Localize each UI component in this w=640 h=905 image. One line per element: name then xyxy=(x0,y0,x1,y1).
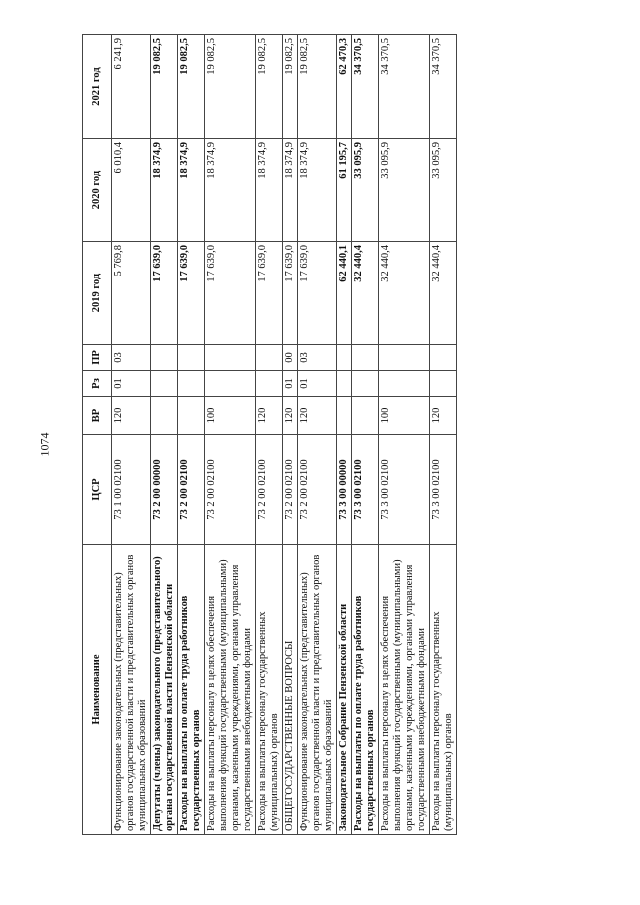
cell-2021: 6 241,9 xyxy=(112,35,151,139)
cell-2020: 18 374,9 xyxy=(256,139,283,242)
cell-2019: 5 769,8 xyxy=(112,242,151,345)
cell-pr: 03 xyxy=(298,345,337,371)
table-row xyxy=(352,35,379,835)
cell-rz: 01 xyxy=(112,371,151,397)
cell-2019: 17 639,0 xyxy=(283,242,298,345)
cell-2019: 62 440,1 xyxy=(337,242,352,345)
cell-rz xyxy=(352,371,379,397)
cell-2020: 6 010,4 xyxy=(112,139,151,242)
cell-pr xyxy=(337,345,352,371)
cell-2020: 18 374,9 xyxy=(298,139,337,242)
cell-csr: 73 2 00 02100 xyxy=(298,435,337,545)
cell-vr xyxy=(337,397,352,435)
cell-csr: 73 2 00 02100 xyxy=(256,435,283,545)
cell-2021: 34 370,5 xyxy=(352,35,379,139)
cell-vr: 100 xyxy=(379,397,430,435)
page-number: 1074 xyxy=(37,432,52,457)
table-row xyxy=(298,35,337,835)
cell-rz xyxy=(256,371,283,397)
table-row xyxy=(379,35,430,835)
table-row xyxy=(178,35,205,835)
col-header-name: Наименование xyxy=(83,545,112,835)
cell-pr xyxy=(379,345,430,371)
cell-2020: 61 195,7 xyxy=(337,139,352,242)
cell-name: Депутаты (члены) законодательного (представительного) органа государственной власти Пензенской области xyxy=(151,545,178,835)
table-row xyxy=(430,35,457,835)
cell-name: Законодательное Собрание Пензенской области xyxy=(337,545,352,835)
cell-2021: 19 082,5 xyxy=(283,35,298,139)
cell-2021: 19 082,5 xyxy=(298,35,337,139)
cell-vr: 120 xyxy=(283,397,298,435)
col-header-2020: 2020 год xyxy=(83,139,112,242)
cell-vr: 120 xyxy=(430,397,457,435)
cell-name: Расходы на выплаты персоналу в целях обеспечения выполнения функций государственными (муниципальными) органами, казенными учреждениями, органами управления государственными внебюджетными фондами xyxy=(379,545,430,835)
cell-2021: 62 470,3 xyxy=(337,35,352,139)
cell-rz xyxy=(178,371,205,397)
cell-vr: 100 xyxy=(205,397,256,435)
cell-2020: 18 374,9 xyxy=(178,139,205,242)
cell-name: Расходы на выплаты по оплате труда работников государственных органов xyxy=(178,545,205,835)
cell-pr xyxy=(352,345,379,371)
cell-2021: 34 370,5 xyxy=(379,35,430,139)
cell-vr: 120 xyxy=(112,397,151,435)
cell-name: ОБЩЕГОСУДАРСТВЕННЫЕ ВОПРОСЫ xyxy=(283,545,298,835)
cell-2020: 18 374,9 xyxy=(205,139,256,242)
cell-vr xyxy=(178,397,205,435)
cell-pr xyxy=(151,345,178,371)
cell-name: Функционирование законодательных (представительных) органов государственной власти и представительных органов муниципальных образований xyxy=(298,545,337,835)
cell-pr xyxy=(256,345,283,371)
cell-rz xyxy=(379,371,430,397)
cell-2020: 18 374,9 xyxy=(283,139,298,242)
cell-csr: 73 3 00 02100 xyxy=(430,435,457,545)
cell-csr: 73 3 00 00000 xyxy=(337,435,352,545)
budget-table xyxy=(82,34,457,835)
cell-2019: 17 639,0 xyxy=(151,242,178,345)
table-header-row xyxy=(83,35,112,835)
table-row xyxy=(112,35,151,835)
cell-2019: 17 639,0 xyxy=(178,242,205,345)
cell-rz: 01 xyxy=(283,371,298,397)
cell-vr: 120 xyxy=(298,397,337,435)
cell-2021: 19 082,5 xyxy=(151,35,178,139)
cell-csr: 73 3 00 02100 xyxy=(379,435,430,545)
cell-2021: 19 082,5 xyxy=(178,35,205,139)
cell-2020: 18 374,9 xyxy=(151,139,178,242)
cell-rz xyxy=(205,371,256,397)
cell-2019: 17 639,0 xyxy=(298,242,337,345)
cell-csr: 73 2 00 00000 xyxy=(151,435,178,545)
cell-2021: 19 082,5 xyxy=(205,35,256,139)
cell-pr xyxy=(178,345,205,371)
col-header-2021: 2021 год xyxy=(83,35,112,139)
col-header-rz: Рз xyxy=(83,371,112,397)
cell-vr: 120 xyxy=(256,397,283,435)
cell-2020: 33 095,9 xyxy=(430,139,457,242)
cell-2020: 33 095,9 xyxy=(379,139,430,242)
table-row xyxy=(205,35,256,835)
cell-rz xyxy=(151,371,178,397)
table-row xyxy=(151,35,178,835)
table-row xyxy=(337,35,352,835)
cell-pr xyxy=(430,345,457,371)
cell-csr: 73 2 00 02100 xyxy=(283,435,298,545)
cell-name: Расходы на выплаты по оплате труда работников государственных органов xyxy=(352,545,379,835)
cell-2021: 34 370,5 xyxy=(430,35,457,139)
cell-rz: 01 xyxy=(298,371,337,397)
cell-rz xyxy=(337,371,352,397)
cell-vr xyxy=(352,397,379,435)
cell-2019: 32 440,4 xyxy=(430,242,457,345)
cell-csr: 73 2 00 02100 xyxy=(205,435,256,545)
col-header-vr: ВР xyxy=(83,397,112,435)
cell-name: Расходы на выплаты персоналу государственных (муниципальных) органов xyxy=(256,545,283,835)
cell-pr: 00 xyxy=(283,345,298,371)
cell-csr: 73 2 00 02100 xyxy=(178,435,205,545)
cell-2019: 32 440,4 xyxy=(379,242,430,345)
cell-2020: 33 095,9 xyxy=(352,139,379,242)
cell-name: Функционирование законодательных (представительных) органов государственной власти и представительных органов муниципальных образований xyxy=(112,545,151,835)
cell-csr: 73 1 00 02100 xyxy=(112,435,151,545)
cell-vr xyxy=(151,397,178,435)
col-header-pr: ПР xyxy=(83,345,112,371)
cell-pr: 03 xyxy=(112,345,151,371)
cell-2021: 19 082,5 xyxy=(256,35,283,139)
table-row xyxy=(256,35,283,835)
table-row xyxy=(283,35,298,835)
cell-rz xyxy=(430,371,457,397)
cell-name: Расходы на выплаты персоналу государственных (муниципальных) органов xyxy=(430,545,457,835)
cell-pr xyxy=(205,345,256,371)
cell-2019: 17 639,0 xyxy=(256,242,283,345)
cell-2019: 17 639,0 xyxy=(205,242,256,345)
cell-name: Расходы на выплаты персоналу в целях обеспечения выполнения функций государственными (муниципальными) органами, казенными учреждениями, органами управления государственными внебюджетными фондами xyxy=(205,545,256,835)
col-header-2019: 2019 год xyxy=(83,242,112,345)
rotated-table-wrapper xyxy=(82,35,602,835)
cell-2019: 32 440,4 xyxy=(352,242,379,345)
col-header-csr: ЦСР xyxy=(83,435,112,545)
cell-csr: 73 3 00 02100 xyxy=(352,435,379,545)
